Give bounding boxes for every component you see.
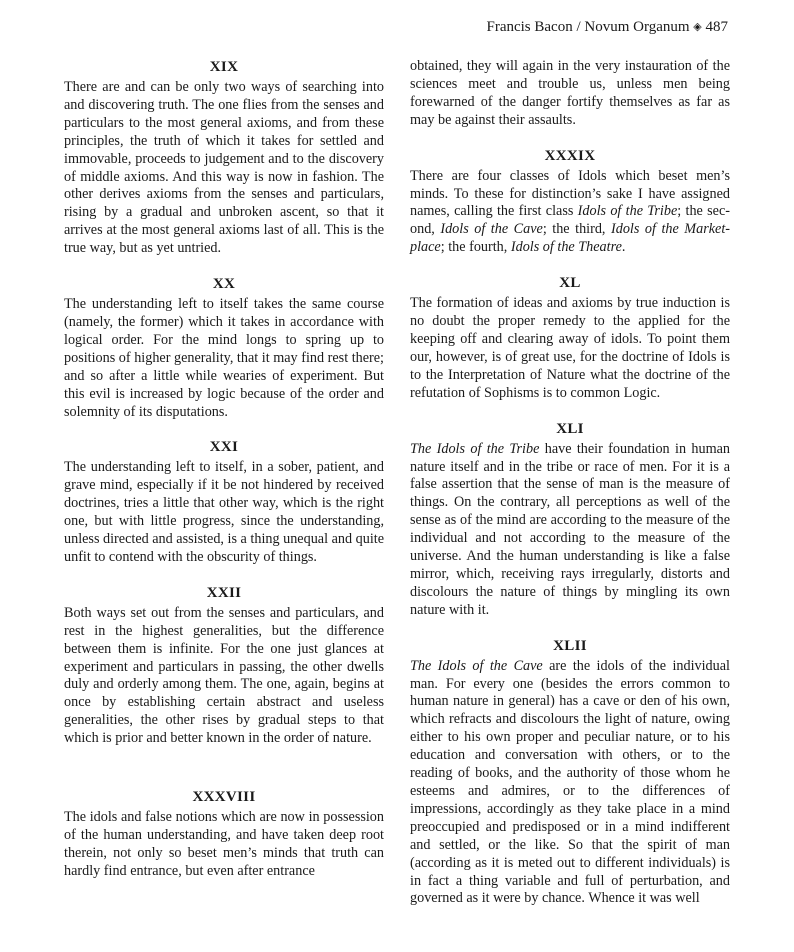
idol-name: Idols of the Tribe <box>577 203 678 220</box>
aphorism-number: XLI <box>556 420 584 437</box>
text-run: ; the third, <box>542 221 611 238</box>
aphorism-text: The formation of ideas and axioms by true induction is no doubt the proper remedy to the applied for the keeping off and clearing away of idols. To point them our, however, is of great use, for the doctrine of Idols is to the Interpretation of Nature what the doctrine of the refutation of Sophisms is to common Logic. <box>410 295 730 401</box>
page-number: 487 <box>705 19 728 35</box>
aphorism-number: XLII <box>553 637 587 654</box>
aphorism-xlii <box>410 637 730 909</box>
aphorism-xxxviii-continued <box>410 58 730 130</box>
running-head <box>486 18 728 36</box>
aphorism-xxxix <box>410 147 730 258</box>
idol-name: Idols of the Marketplace <box>410 221 731 256</box>
text-run: are the idols of the individual man. For every one (besides the errors common to human nature in general) has a cave or den of his own, which refracts and discolours the light of nature, owing either to his own proper and peculiar nature, or to his education and conversation with others, or to the reading of books, and the authority of those whom he esteems and admires, or to the differences of impressions, accordingly as they take place in a mind preoccupied and predisposed or in a mind indifferent and settled, or the like. So that the spirit of man (according as it is meted out to different individuals) is in fact a thing variable and full of perturbation, and governed as it were by chance. Whence it was well <box>410 657 730 907</box>
aphorism-xl <box>410 274 730 402</box>
text-run: ; the fourth, <box>440 239 511 256</box>
aphorism-text: The understanding left to itself takes the same course (namely, the former) which it takes in accordance with logical order. For the mind longs to spring up to positions of higher generality, that it may find rest there; and so after a little while wearies of experiment. But this evil is increased by logic because of the order and solemnity of its disputations. <box>64 296 384 420</box>
aphorism-xix <box>64 58 384 258</box>
aphorism-number: XX <box>212 276 236 293</box>
text-run: have their foundation in human nature itself and in the tribe or race of men. For it is a false assertion that the sense of man is the measure of things. On the contrary, all perceptions as well of the sense as of the mind are according to the measure of the individual and not according to the measure of the universe. And the human understanding is like a false mirror, which, receiving rays irregularly, distorts and discolours the nature of things by mingling its own nature with it. <box>410 440 730 618</box>
aphorism-text: obtained, they will again in the very instauration of the sciences meet and trouble us, unless men being forewarned of the danger fortify themselves as far as may be against their assaults. <box>410 58 730 128</box>
idol-name: Idols of the Theatre <box>510 239 622 256</box>
aphorism-text: The understanding left to itself, in a sober, patient, and grave mind, especially if it be not hindered by received doctrines, tries a little that other way, which is the right one, but with little progress, since the understanding, unless directed and assisted, is a thing unequal and quite unfit to contend with the obscurity of things. <box>64 459 384 565</box>
aphorism-xx <box>64 275 384 421</box>
idol-name: The Idols of the Tribe <box>410 440 540 457</box>
aphorism-number: XXXIX <box>544 147 596 164</box>
aphorism-text: There are and can be only two ways of searching into and discovering truth. The one flies from the senses and particulars to the most general axioms, and from these principles, the truth of which it takes for settled and immovable, proceeds to judgement and to the discovery of middle axioms. And this way is now in fashion. The other derives axioms from the senses and particulars, rising by a gradual and unbroken ascent, so that it arrives at the most general axioms last of all. This is the true way, but as yet untried. <box>64 79 384 257</box>
aphorism-xxi <box>64 438 384 566</box>
aphorism-text: The idols and false notions which are now in possession of the human understanding, and have taken deep root therein, not only so beset men’s minds that truth can hardly find entrance, but even after entrance <box>64 809 384 879</box>
aphorism-text <box>410 168 730 258</box>
aphorism-number: XXXVIII <box>192 789 256 806</box>
aphorism-text <box>410 658 730 909</box>
idol-name: Idols of the Cave <box>440 221 543 238</box>
aphorism-number: XXII <box>206 584 242 601</box>
aphorism-number: XL <box>559 275 581 292</box>
header-separator: / <box>576 19 581 35</box>
diamond-ornament-icon: ◈ <box>693 21 702 33</box>
aphorism-xxii <box>64 584 384 748</box>
aphorism-number: XIX <box>209 59 239 75</box>
aphorism-xli <box>410 420 730 620</box>
text-run: There are four classes of Idols which beset men’s minds. To these for distinction’s sake I have assigned names, calling the first class <box>410 167 730 220</box>
left-column <box>64 58 384 881</box>
header-title: Novum Organum <box>584 19 690 35</box>
idol-name: The Idols of the Cave <box>410 657 543 674</box>
aphorism-text <box>410 441 730 620</box>
text-run: ; the second, <box>410 203 730 238</box>
aphorism-xxxviii <box>64 788 384 881</box>
header-author: Francis Bacon <box>486 19 573 35</box>
aphorism-text: Both ways set out from the senses and particulars, and rest in the highest generalities, but the difference between them is infinite. For the one just glances at experiment and particulars in passing, the other dwells duly and orderly among them. The one, again, begins at once by establishing certain abstract and useless generalities, the other rises by gradual steps to that which is prior and better known in the order of nature. <box>64 604 384 747</box>
right-column <box>410 58 730 908</box>
aphorism-number: XXI <box>209 439 239 456</box>
text-run: . <box>621 239 626 256</box>
